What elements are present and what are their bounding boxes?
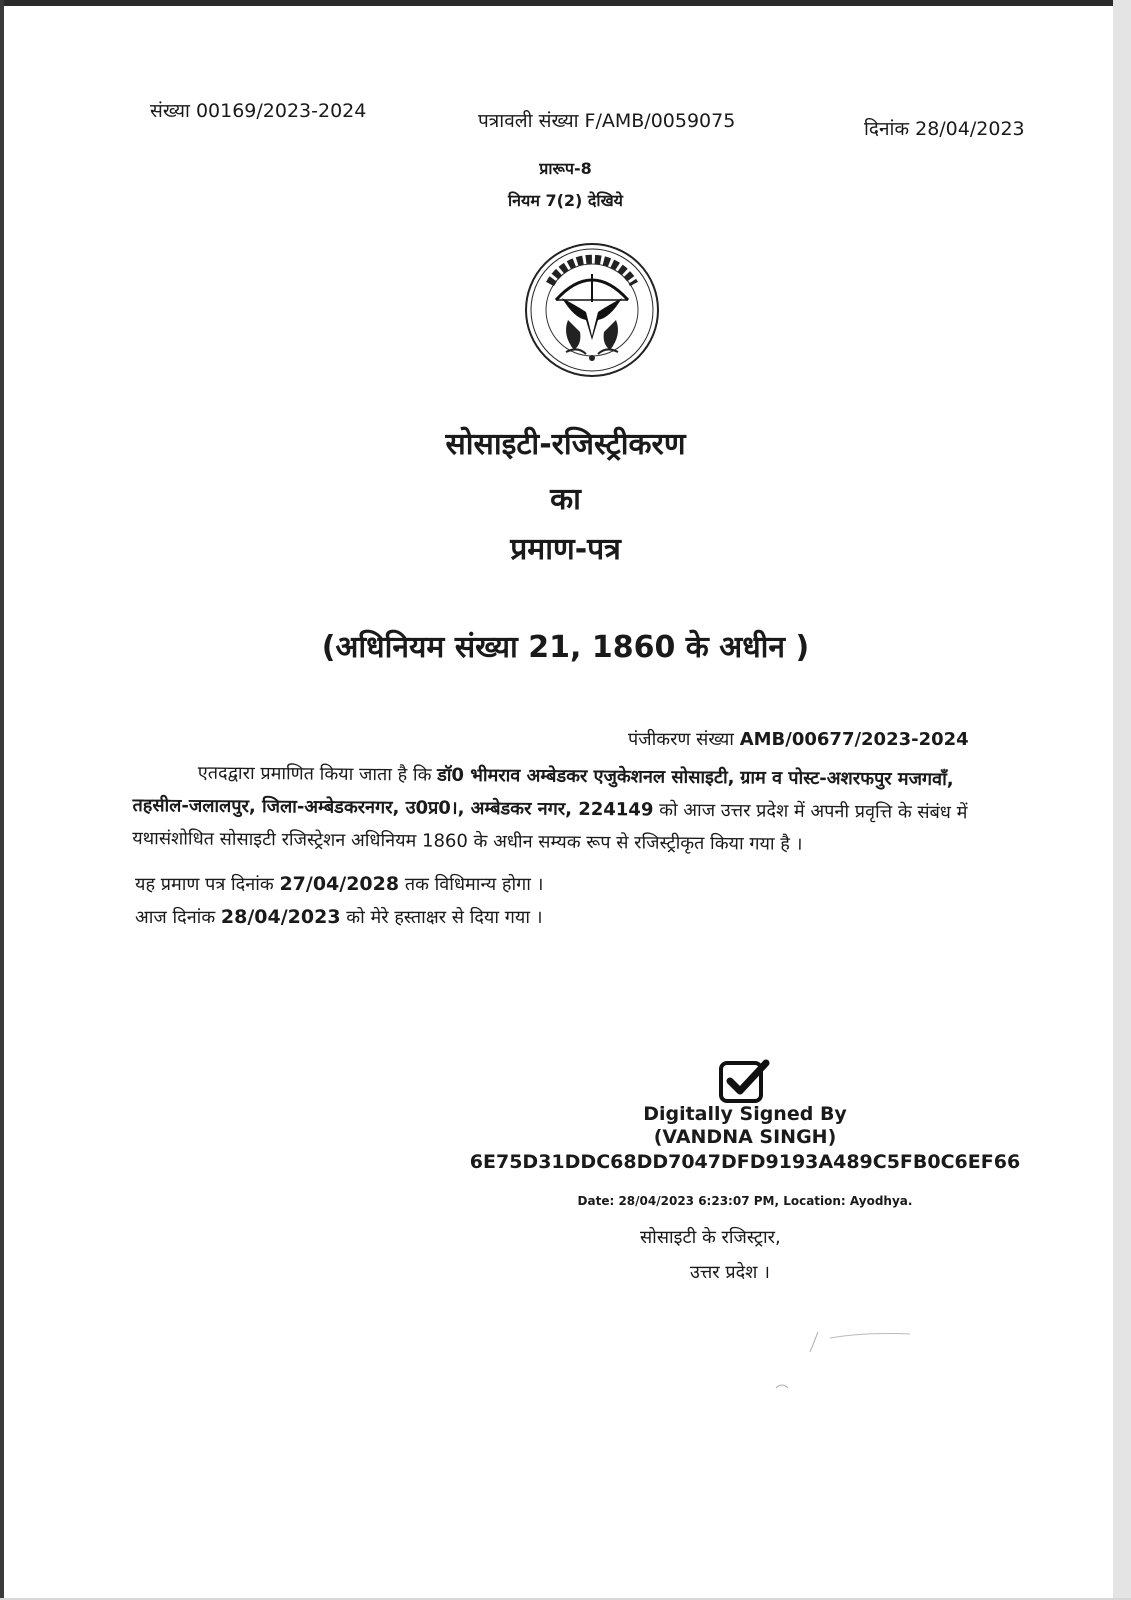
society-address: ग्राम व पोस्ट-अशरफपुर मजगवॉं, तहसील-जलालपुर, जिला-अम्बेडकरनगर, उ0प्र0।, अम्बेडकर नगर, 224149 xyxy=(132,767,954,821)
issued-date: 28/04/2023 xyxy=(220,906,341,928)
validity-suffix: तक विधिमान्य होगा । xyxy=(404,874,544,895)
issue-date-header: दिनांक 28/04/2023 xyxy=(864,118,1025,140)
issued-suffix: को मेरे हस्ताक्षर से दिया गया । xyxy=(346,907,543,928)
serial-number: संख्या 00169/2023-2024 xyxy=(150,100,367,122)
signer-name: (VANDNA SINGH) xyxy=(653,1126,837,1148)
certificate-title-line2: का xyxy=(550,482,581,517)
body-intro: एतदद्वारा प्रमाणित किया जाता है कि xyxy=(197,762,432,786)
act-reference: (अधिनियम संख्या 21, 1860 के अधीन ) xyxy=(321,630,810,665)
rule-reference: नियम 7(2) देखिये xyxy=(508,191,623,210)
registration-label: पंजीकरण संख्या xyxy=(628,729,734,750)
form-number: प्रारूप-8 xyxy=(539,159,592,178)
file-number: पत्रावली संख्या F/AMB/0059075 xyxy=(478,110,736,132)
registrar-designation: सोसाइटी के रजिस्ट्रार, xyxy=(640,1227,781,1248)
scan-border-top xyxy=(0,0,1131,6)
scan-border-left xyxy=(0,0,4,1600)
up-government-seal-icon xyxy=(522,240,662,380)
validity-prefix: यह प्रमाण पत्र दिनांक xyxy=(135,874,274,895)
registration-number xyxy=(628,727,969,751)
registration-value: AMB/00677/2023-2024 xyxy=(739,729,969,750)
registrar-state: उत्तर प्रदेश । xyxy=(690,1262,770,1283)
signature-hash: 6E75D31DDC68DD7047DFD9193A489C5FB0C6EF66 xyxy=(469,1151,1021,1173)
certificate-title-line1: सोसाइटी-रजिस्ट्रीकरण xyxy=(445,427,686,462)
scan-marks xyxy=(770,1330,930,1400)
signature-date-location: Date: 28/04/2023 6:23:07 PM, Location: Ayodhya. xyxy=(577,1194,913,1208)
certificate-title-line3: प्रमाण-पत्र xyxy=(510,532,621,567)
scan-border-right xyxy=(1113,0,1131,1600)
body-rest: को आज उत्तर प्रदेश में अपनी प्रवृत्ति के संबंध में यथासंशोधित सोसाइटी रजिस्ट्रेशन अधिनियम 1860 के अधीन सम्यक रूप से रजिस्ट्रीकृत किया गया है । xyxy=(132,799,968,855)
issued-prefix: आज दिनांक xyxy=(135,907,216,928)
society-name: डॉ0 भीमराव अम्बेडकर एजुकेशनल सोसाइटी, xyxy=(437,764,735,789)
check-badge-icon xyxy=(718,1057,772,1105)
certificate-body xyxy=(132,756,1013,863)
signed-by-label: Digitally Signed By xyxy=(643,1103,847,1125)
validity-line xyxy=(135,872,543,896)
issued-line xyxy=(135,905,543,929)
validity-date: 27/04/2028 xyxy=(279,873,400,895)
